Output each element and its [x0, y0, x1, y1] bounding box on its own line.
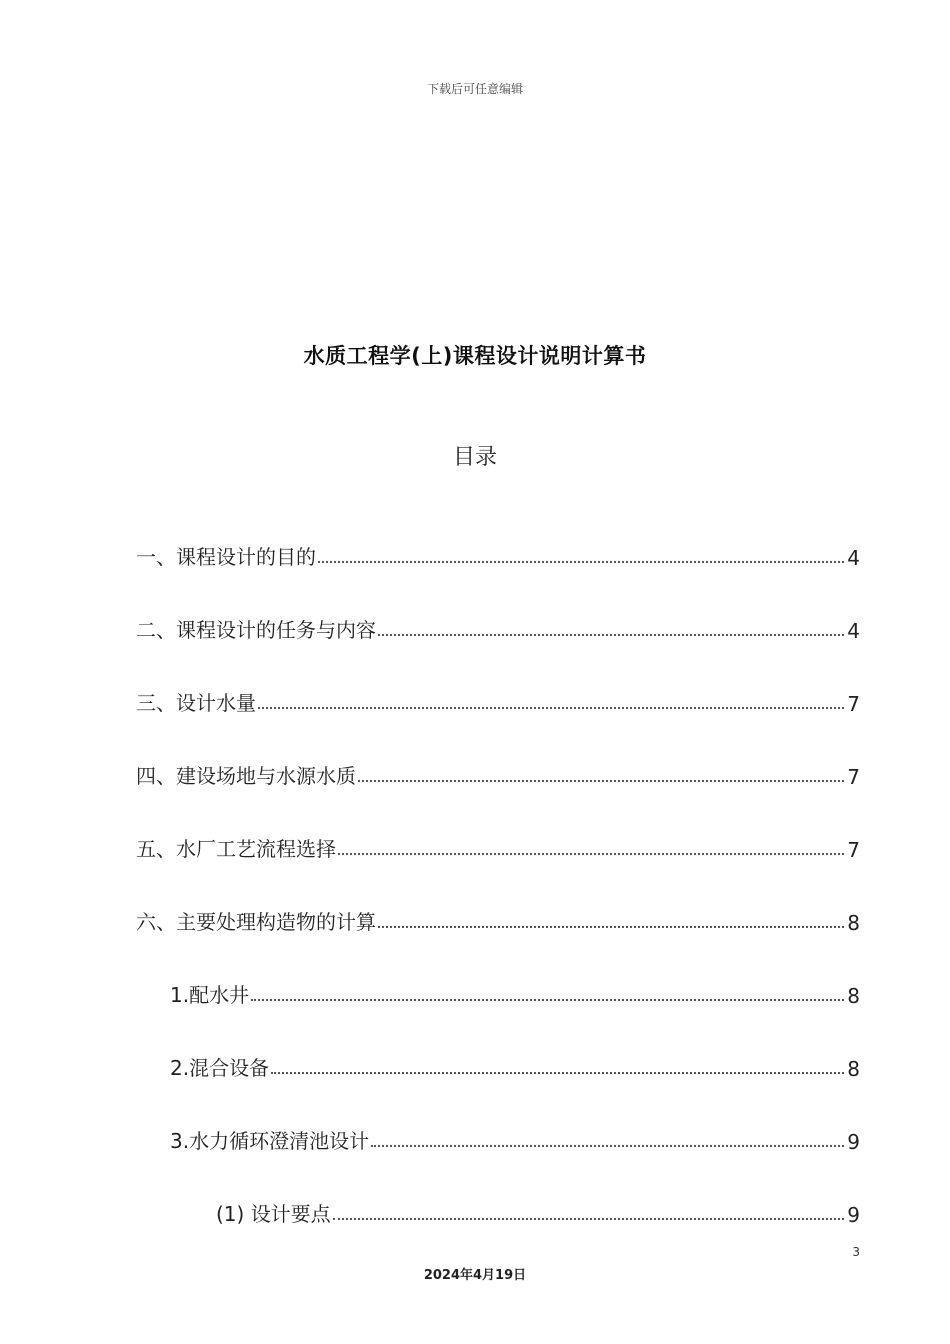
toc-leader [258, 707, 844, 709]
toc-entry[interactable] [136, 1047, 860, 1081]
toc-entry-page: 8 [847, 984, 860, 1008]
toc-entry[interactable] [136, 1120, 860, 1154]
toc-entry-text: (1) 设计要点 [216, 1202, 331, 1226]
toc-entry-text: 一、课程设计的目的 [136, 545, 316, 569]
toc-entry-page: 4 [847, 619, 860, 643]
toc-leader [371, 1145, 844, 1147]
toc-entry[interactable] [136, 536, 860, 570]
footer-date: 2024年4月19日 [423, 1268, 527, 1283]
toc-entry[interactable] [136, 1193, 860, 1227]
document-title: 水质工程学(上)课程设计说明计算书 [303, 344, 647, 368]
toc-entry-text: 五、水厂工艺流程选择 [136, 837, 336, 861]
toc-entry[interactable] [136, 682, 860, 716]
toc-entry-page: 7 [847, 838, 860, 862]
toc-entry[interactable] [136, 901, 860, 935]
toc-leader [378, 634, 844, 636]
toc-entry-page: 7 [847, 692, 860, 716]
toc-entry-text: 1.配水井 [170, 983, 250, 1007]
toc-entry-page: 9 [847, 1130, 860, 1154]
toc-leader [358, 780, 844, 782]
toc-entry[interactable] [136, 755, 860, 789]
toc-entry-page: 8 [847, 1057, 860, 1081]
toc-entry-text: 二、课程设计的任务与内容 [136, 618, 376, 642]
toc-entry-text: 3.水力循环澄清池设计 [170, 1129, 370, 1153]
toc-leader [271, 1072, 844, 1074]
toc-entry[interactable] [136, 828, 860, 862]
toc-leader [318, 561, 844, 563]
toc-entry-page: 7 [847, 765, 860, 789]
toc-entry-text: 四、建设场地与水源水质 [136, 764, 356, 788]
toc-leader [333, 1218, 845, 1220]
toc-entry[interactable] [136, 974, 860, 1008]
toc-entry-text: 六、主要处理构造物的计算 [136, 910, 376, 934]
toc-entry-page: 4 [847, 546, 860, 570]
toc-entry-page: 8 [847, 911, 860, 935]
toc-entry-text: 三、设计水量 [136, 691, 256, 715]
page-number: 3 [852, 1245, 860, 1259]
toc-heading: 目录 [452, 445, 497, 470]
toc-entry-text: 2.混合设备 [170, 1056, 270, 1080]
header-note: 下载后可任意编辑 [426, 82, 523, 96]
toc-leader [378, 926, 844, 928]
toc-entry-page: 9 [847, 1203, 860, 1227]
toc-entry[interactable] [136, 609, 860, 643]
toc-leader [251, 999, 844, 1001]
toc-leader [338, 853, 844, 855]
